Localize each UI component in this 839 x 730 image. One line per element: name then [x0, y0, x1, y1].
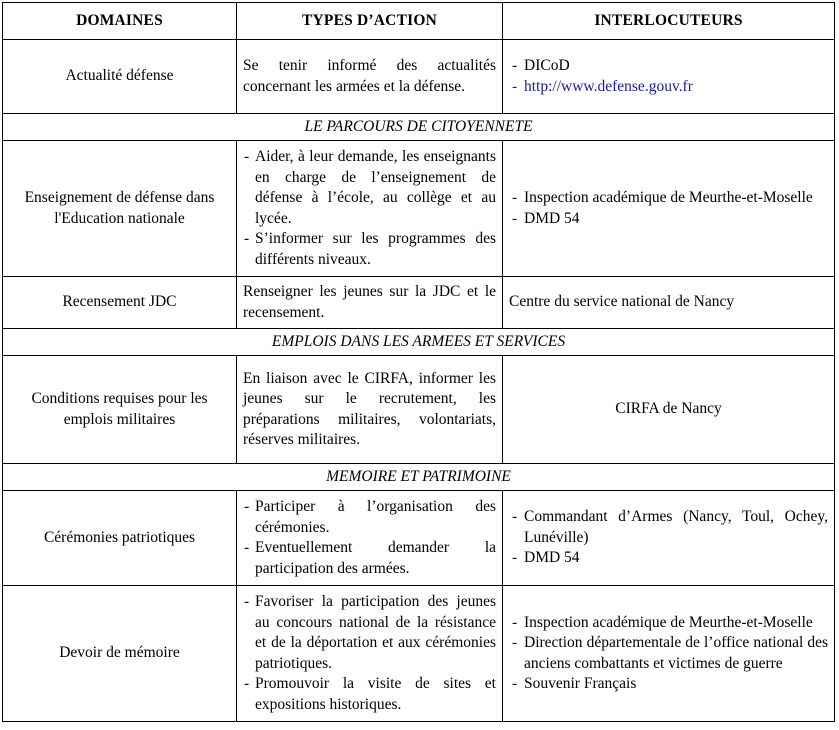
interlocutor-cell: Centre du service national de Nancy — [503, 277, 835, 329]
action-cell — [237, 491, 503, 586]
section-row-citoyennete — [3, 114, 835, 141]
interlocutor-cell — [503, 491, 835, 586]
interlocutor-cell — [503, 40, 835, 114]
header-interlocuteurs: INTERLOCUTEURS — [503, 3, 835, 40]
action-cell — [237, 141, 503, 277]
action-list — [243, 497, 496, 579]
row-conditions-emplois — [3, 356, 835, 464]
action-cell: En liaison avec le CIRFA, informer les jeunes sur le recrutement, les préparations militaires, volontariats, réserves militaires. — [237, 356, 503, 464]
header-types-action: TYPES D’ACTION — [237, 3, 503, 40]
section-title: LE PARCOURS DE CITOYENNETE — [3, 114, 835, 141]
domain-cell: Cérémonies patriotiques — [3, 491, 237, 586]
row-enseignement-defense — [3, 141, 835, 277]
interlocutor-item: - Commandant d’Armes (Nancy, Toul, Ochey, Lunéville) — [509, 507, 828, 548]
action-item: - S’informer sur les programmes des différents niveaux. — [243, 229, 496, 270]
action-item: - Aider, à leur demande, les enseignants en charge de l’enseignement de défense à l’école, au collège et au lycée. — [243, 147, 496, 229]
interlocutor-item: - Inspection académique de Meurthe-et-Moselle — [509, 188, 828, 209]
section-row-memoire — [3, 464, 835, 491]
action-list — [243, 592, 496, 715]
interlocutor-cell — [503, 141, 835, 277]
interlocutor-cell — [503, 586, 835, 722]
defense-website-link[interactable]: - http://www.defense.gouv.fr — [509, 77, 828, 98]
domain-action-table — [2, 2, 835, 722]
domain-cell: Devoir de mémoire — [3, 586, 237, 722]
action-cell: Renseigner les jeunes sur la JDC et le recensement. — [237, 277, 503, 329]
action-cell — [237, 586, 503, 722]
interlocutor-cell: CIRFA de Nancy — [503, 356, 835, 464]
row-ceremonies-patriotiques — [3, 491, 835, 586]
domain-cell: Conditions requises pour les emplois militaires — [3, 356, 237, 464]
action-cell: Se tenir informé des actualités concernant les armées et la défense. — [237, 40, 503, 114]
header-domaines: DOMAINES — [3, 3, 237, 40]
row-recensement-jdc — [3, 277, 835, 329]
action-item: - Favoriser la participation des jeunes au concours national de la résistance et de la déportation et aux cérémonies patriotiques. — [243, 592, 496, 674]
domain-cell: Enseignement de défense dans l'Education nationale — [3, 141, 237, 277]
action-item: - Eventuellement demander la participation des armées. — [243, 538, 496, 579]
interlocutor-item: - DMD 54 — [509, 548, 828, 569]
interlocutor-item: - DICoD — [509, 56, 828, 77]
section-row-emplois — [3, 329, 835, 356]
interlocutor-list — [509, 56, 828, 97]
interlocutor-item: - DMD 54 — [509, 209, 828, 230]
action-item: - Promouvoir la visite de sites et expositions historiques. — [243, 674, 496, 715]
domain-cell: Recensement JDC — [3, 277, 237, 329]
section-title: EMPLOIS DANS LES ARMEES ET SERVICES — [3, 329, 835, 356]
section-title: MEMOIRE ET PATRIMOINE — [3, 464, 835, 491]
row-devoir-memoire — [3, 586, 835, 722]
interlocutor-item: - Inspection académique de Meurthe-et-Moselle — [509, 613, 828, 634]
action-list — [243, 147, 496, 270]
action-item: - Participer à l’organisation des cérémonies. — [243, 497, 496, 538]
interlocutor-list — [509, 188, 828, 229]
domain-cell: Actualité défense — [3, 40, 237, 114]
row-actualite-defense — [3, 40, 835, 114]
header-row — [3, 3, 835, 40]
interlocutor-list — [509, 507, 828, 569]
interlocutor-list — [509, 613, 828, 695]
interlocutor-item: - Souvenir Français — [509, 674, 828, 695]
interlocutor-item: - Direction départementale de l’office national des anciens combattants et victimes de guerre — [509, 633, 828, 674]
